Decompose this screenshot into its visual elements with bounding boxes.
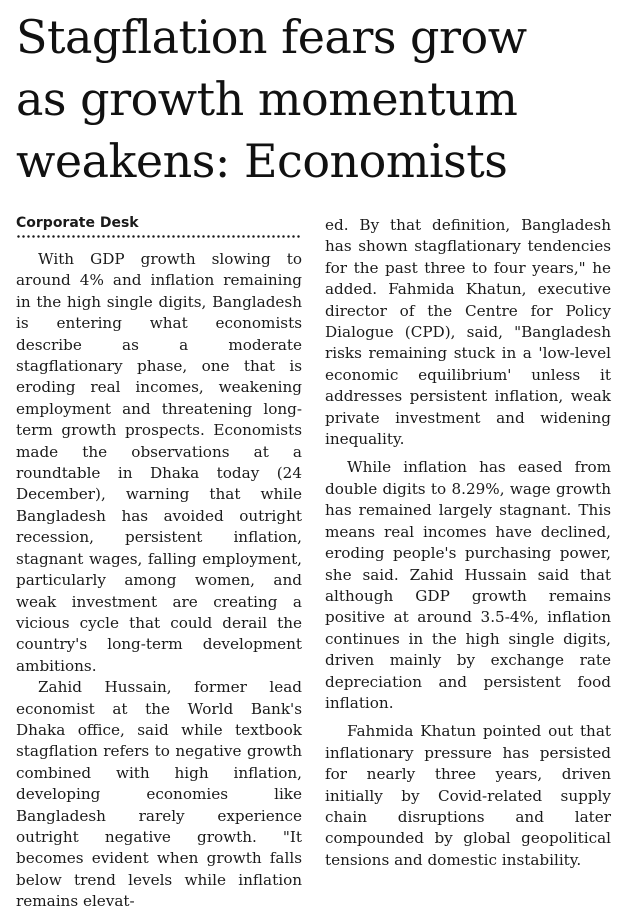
paragraph-2: Zahid Hussain, former lead economist at the World Bank's Dhaka office, said while textbook stagflation refers to negative growth combined with high inflation, developing economies like Bangladesh rarely experience outright negative growth. "It becomes evident when growth falls below trend levels while inflation remains elevat- <box>16 678 302 911</box>
headline-line-3: weakens: Economists <box>16 134 508 188</box>
byline: Corporate Desk <box>16 215 139 231</box>
article-column-left <box>16 214 302 913</box>
dotted-divider <box>16 234 302 239</box>
paragraph-1: With GDP growth slowing to around 4% and inflation remaining in the high single digits, Bangladesh is entering what economists describe as a moderate stagflationary phase, one that is eroding real incomes, weakening employment and threatening long-term growth prospects. Economists made the observations at a roundtable in Dhaka today (24 December), warning that while Bangladesh has avoided outright recession, persistent inflation, stagnant wages, falling employment, particularly among women, and weak investment are creating a vicious cycle that could derail the country's long-term development ambitions. <box>16 250 302 675</box>
headline-line-2: as growth momentum <box>16 72 518 126</box>
paragraph-3: ed. By that definition, Bangladesh has shown stagflationary tendencies for the past three to four years," he added. Fahmida Khatun, executive director of the Centre for Policy Dialogue (CPD), said, "Bangladesh risks remaining stuck in a 'low-level economic equilibrium' unless it addresses persistent inflation, weak private investment and widening inequality. <box>325 216 611 449</box>
headline <box>16 6 616 192</box>
paragraph-5: Fahmida Khatun pointed out that inflationary pressure has persisted for nearly three years, driven initially by Covid-related supply chain disruptions and later compounded by global geopolitical tensions and domestic instability. <box>325 722 611 869</box>
headline-line-1: Stagflation fears grow <box>16 10 527 64</box>
article-column-right <box>325 215 611 871</box>
paragraph-4: While inflation has eased from double digits to 8.29%, wage growth has remained largely stagnant. This means real incomes have declined, eroding people's purchasing power, she said. Zahid Hussain said that although GDP growth remains positive at around 3.5-4%, inflation continues in the high single digits, driven mainly by exchange rate depreciation and persistent food inflation. <box>325 458 611 712</box>
